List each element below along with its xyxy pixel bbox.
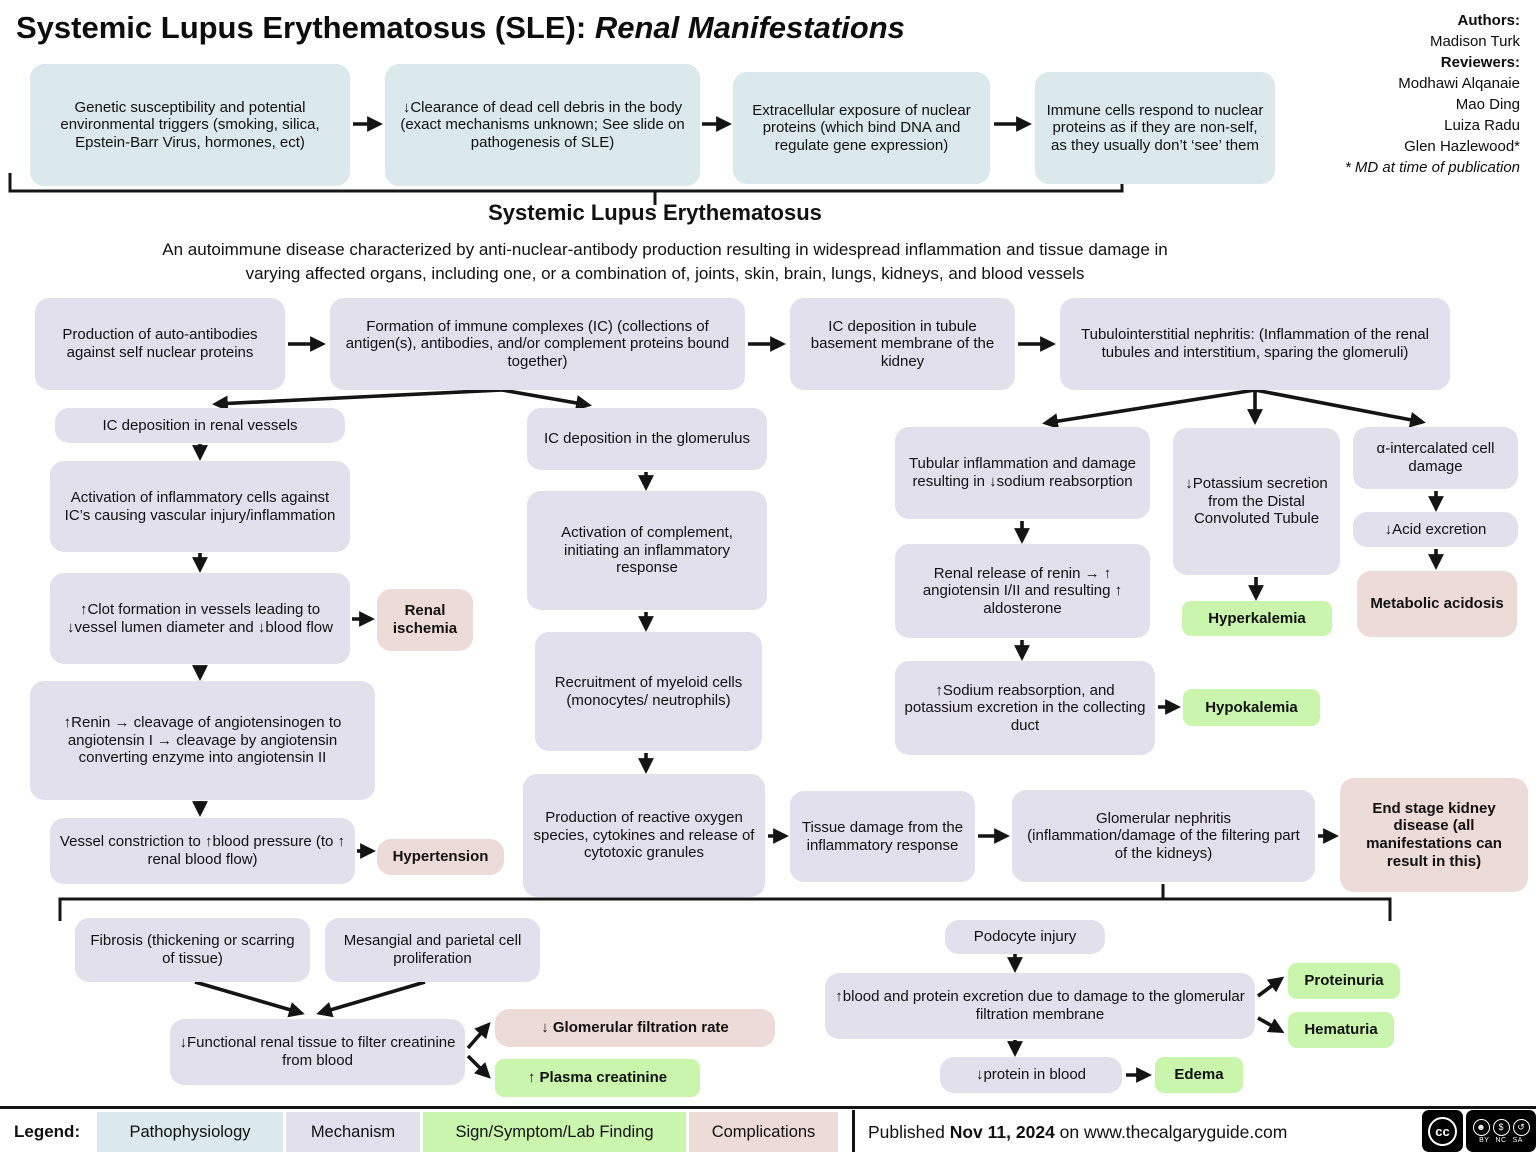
node-acid-excretion: ↓Acid excretion	[1353, 512, 1518, 547]
node-clearance-debris: ↓Clearance of dead cell debris in the body (exact mechanisms unknown; See slide on pathogenesis of SLE)	[385, 64, 700, 186]
authors-label: Authors:	[1457, 12, 1520, 29]
node-tubulointerstitial-nephritis: Tubulointerstitial nephritis: (Inflammation of the renal tubules and interstitium, sparing the glomeruli)	[1060, 298, 1450, 390]
node-tissue-damage: Tissue damage from the inflammatory response	[790, 791, 975, 882]
page-title	[16, 10, 905, 46]
credits-block	[1330, 10, 1520, 178]
legend-mechanism: Mechanism	[286, 1112, 420, 1152]
reviewer-name: Mao Ding	[1455, 96, 1520, 113]
node-glomerular-nephritis: Glomerular nephritis (inflammation/damage of the filtering part of the kidneys)	[1012, 790, 1315, 882]
node-myeloid-recruitment: Recruitment of myeloid cells (monocytes/ neutrophils)	[535, 632, 762, 751]
node-clot-formation: ↑Clot formation in vessels leading to ↓vessel lumen diameter and ↓blood flow	[50, 573, 350, 664]
node-ic-glomerulus: IC deposition in the glomerulus	[527, 408, 767, 470]
page-title-main: Systemic Lupus Erythematosus (SLE):	[16, 10, 595, 45]
node-renin-angiotensin-cleavage: ↑Renin → cleavage of angiotensinogen to angiotensin I → cleavage by angiotensin converting enzyme into angiotensin II	[30, 681, 375, 800]
reviewers-label: Reviewers:	[1440, 54, 1520, 71]
node-glomerular-filtration-rate: ↓ Glomerular filtration rate	[495, 1009, 775, 1047]
node-edema: Edema	[1155, 1057, 1243, 1093]
node-functional-renal-tissue: ↓Functional renal tissue to filter creatinine from blood	[170, 1019, 465, 1085]
node-inflammatory-cell-activation: Activation of inflammatory cells against IC’s causing vascular injury/inflammation	[50, 461, 350, 552]
node-potassium-secretion: ↓Potassium secretion from the Distal Convoluted Tubule	[1173, 428, 1340, 575]
sle-heading: Systemic Lupus Erythematosus	[488, 200, 822, 225]
page-title-subtopic: Renal Manifestations	[594, 10, 905, 45]
published-date: Nov 11, 2024	[949, 1121, 1055, 1142]
node-proteinuria: Proteinuria	[1288, 963, 1400, 999]
node-immune-cells-respond: Immune cells respond to nuclear proteins as if they are non-self, as they usually don’t ‘see’ them	[1035, 72, 1275, 184]
node-ros-production: Production of reactive oxygen species, cytokines and release of cytotoxic granules	[523, 774, 765, 897]
node-fibrosis: Fibrosis (thickening or scarring of tissue)	[75, 918, 310, 982]
footer-divider	[0, 1106, 1536, 1109]
node-alpha-intercalated-damage: α-intercalated cell damage	[1353, 427, 1518, 489]
node-vessel-constriction: Vessel constriction to ↑blood pressure (to ↑ renal blood flow)	[50, 818, 355, 884]
node-ic-renal-vessels: IC deposition in renal vessels	[55, 408, 345, 443]
node-podocyte-injury: Podocyte injury	[945, 920, 1105, 954]
node-blood-protein-excretion: ↑blood and protein excretion due to damage to the glomerular filtration membrane	[825, 973, 1255, 1039]
legend-label: Legend:	[14, 1122, 81, 1141]
node-extracellular-exposure: Extracellular exposure of nuclear proteins (which bind DNA and regulate gene expression)	[733, 72, 990, 184]
md-note: * MD at time of publication	[1344, 159, 1520, 176]
node-complement-activation: Activation of complement, initiating an inflammatory response	[527, 491, 767, 610]
cc-sa-icon: ↺	[1513, 1119, 1530, 1136]
node-renal-renin-release: Renal release of renin → ↑ angiotensin I/II and resulting ↑ aldosterone	[895, 544, 1150, 638]
cc-by-label: BY	[1479, 1136, 1490, 1144]
node-renal-ischemia: Renal ischemia	[377, 589, 473, 651]
node-hypertension: Hypertension	[377, 839, 504, 875]
published-prefix: Published	[868, 1121, 950, 1142]
node-metabolic-acidosis: Metabolic acidosis	[1357, 571, 1517, 637]
sle-description-line1: An autoimmune disease characterized by anti-nuclear-antibody production resulting in widespread inflammation and tissue damage in	[162, 240, 1168, 259]
node-hypokalemia: Hypokalemia	[1183, 689, 1320, 726]
cc-nc-icon: $	[1493, 1119, 1510, 1136]
cc-by-icon: ☻	[1473, 1119, 1490, 1136]
published-line	[868, 1112, 1287, 1152]
published-site[interactable]: on www.thecalgaryguide.com	[1054, 1121, 1288, 1142]
node-tubular-inflammation: Tubular inflammation and damage resulting in ↓sodium reabsorption	[895, 427, 1150, 519]
legend-vertical-divider	[852, 1110, 855, 1152]
reviewer-name: Modhawi Alqanaie	[1398, 75, 1520, 92]
cc-terms	[1466, 1110, 1536, 1152]
cc-logo	[1422, 1110, 1463, 1152]
cc-icon: cc	[1428, 1117, 1457, 1146]
cc-sa-label: SA	[1512, 1136, 1523, 1144]
author-name: Madison Turk	[1429, 33, 1520, 50]
node-autoantibody-production: Production of auto-antibodies against self nuclear proteins	[35, 298, 285, 390]
node-immune-complex-formation: Formation of immune complexes (IC) (collections of antigen(s), antibodies, and/or complement proteins bound together)	[330, 298, 745, 390]
sle-description-line2: varying affected organs, including one, or a combination of, joints, skin, brain, lungs, kidneys, and blood vessels	[245, 264, 1085, 283]
node-mesangial-proliferation: Mesangial and parietal cell proliferation	[325, 918, 540, 982]
node-genetic-susceptibility: Genetic susceptibility and potential environmental triggers (smoking, silica, Epstein-Barr Virus, hormones, ect)	[30, 64, 350, 186]
sle-description	[40, 238, 1290, 286]
node-end-stage-kidney-disease: End stage kidney disease (all manifestations can result in this)	[1340, 778, 1528, 892]
legend-sign-symptom: Sign/Symptom/Lab Finding	[423, 1112, 686, 1152]
node-ic-tubule-membrane: IC deposition in tubule basement membrane of the kidney	[790, 298, 1015, 390]
node-sodium-reabsorption: ↑Sodium reabsorption, and potassium excretion in the collecting duct	[895, 661, 1155, 755]
node-hematuria: Hematuria	[1288, 1012, 1394, 1048]
cc-nc-label: NC	[1495, 1136, 1507, 1144]
node-protein-in-blood: ↓protein in blood	[940, 1057, 1122, 1093]
reviewer-name: Luiza Radu	[1444, 117, 1520, 134]
legend-pathophysiology: Pathophysiology	[97, 1112, 283, 1152]
cc-license-badge[interactable]	[1422, 1110, 1536, 1152]
legend-complications: Complications	[689, 1112, 838, 1152]
reviewer-name: Glen Hazlewood*	[1404, 138, 1520, 155]
node-plasma-creatinine: ↑ Plasma creatinine	[495, 1059, 700, 1097]
node-hyperkalemia: Hyperkalemia	[1182, 601, 1332, 636]
